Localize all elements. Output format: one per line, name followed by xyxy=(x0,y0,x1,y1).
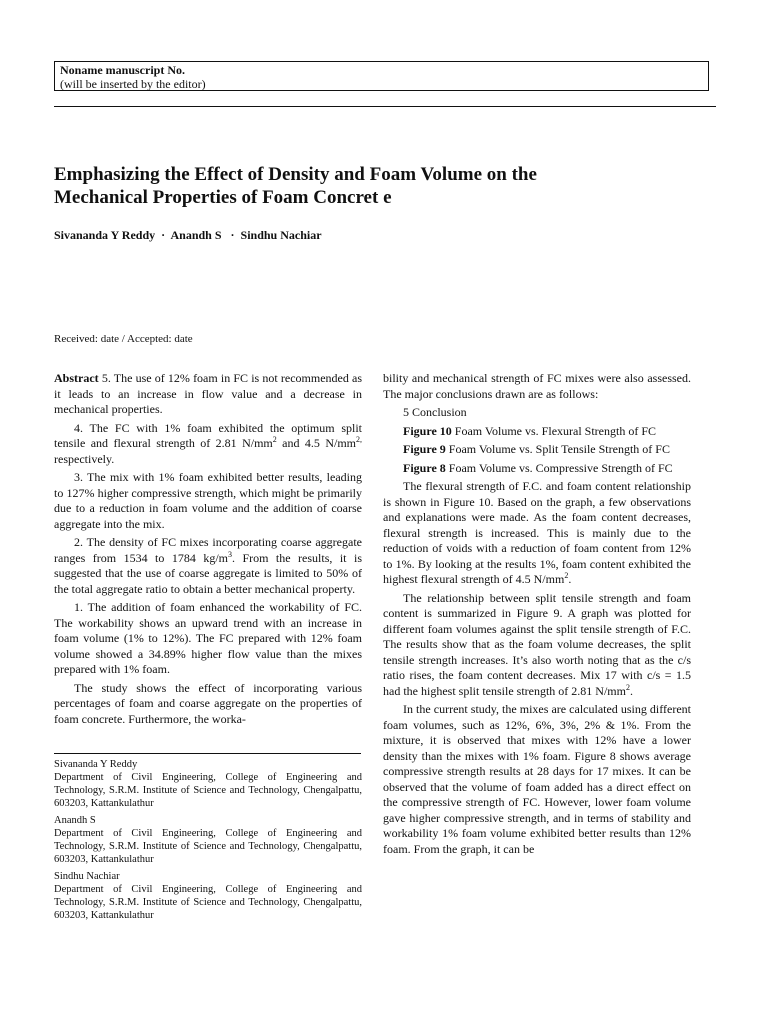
text-run: . xyxy=(629,683,633,698)
manuscript-note: (will be inserted by the editor) xyxy=(60,77,206,91)
body-paragraph: In the current study, the mixes are calculated using different foam volumes, such as 12%, 6%, 3%, 2% & 1%. From the mixture, it is observed that mixes with 12% have a lower density than the mixes with 1% foam. Figure 8 shows average compressive strength results at 28 days for 17 mixes. It can be observed that the volume of foam added has a direct effect on the compressive strength of FC. However, lower foam volume gave higher compressive strength, and in terms of stability and workability 1% foam volume exhibited better results than 12% foam. From the graph, it can be xyxy=(383,702,691,856)
affiliation-name: Sivananda Y Reddy xyxy=(54,759,138,770)
body-paragraph: 1. The addition of foam enhanced the workability of FC. The workability shows an upward trend with an increase in foam volume (1% to 12%). The FC prepared with 12% foam volume showed a 34.89% higher flow value than the mixes prepared with 1% foam. xyxy=(54,600,362,676)
manuscript-box xyxy=(54,61,709,91)
paper-title-line-1: Emphasizing the Effect of Density and Foam Volume on the xyxy=(54,164,537,185)
body-paragraph: bility and mechanical strength of FC mixes were also assessed. The major conclusions drawn are as follows: xyxy=(383,371,691,401)
superscript: 2 xyxy=(564,571,569,580)
paper-title-line-2: Mechanical Properties of Foam Concret e xyxy=(54,187,392,208)
superscript: 2 xyxy=(625,682,630,692)
figure-text: Foam Volume vs. Compressive Strength of FC xyxy=(445,460,673,475)
author-list: Sivananda Y Reddy · Anandh S · Sindhu Nachiar xyxy=(54,228,322,242)
text-run: The relationship between split tensile strength and foam content is summarized in Figure 9. A graph was plotted for different foam volumes against the split tensile strength of F.C. The results show that as the foam volume decreases, the split tensile strength increases. It’s also worth noting that as the c/s ratio rises, the foam content decreases. Mix 17 with c/s = 1.5 had the highest split tensile strength of 2.81 N/mm xyxy=(383,590,691,698)
abstract-text: 5. The use of 12% foam in FC is not recommended as it leads to an increase in flow value and a decrease in mechanical properties. xyxy=(54,371,363,416)
received-date: Received: date / Accepted: date xyxy=(54,333,193,345)
affiliation-text: Department of Civil Engineering, College of Engineering and Technology, S.R.M. Institute of Science and Technology, Chengalpattu, 603203, Kattankulathur xyxy=(54,884,362,921)
figure-caption xyxy=(383,461,691,477)
superscript: 2, xyxy=(356,435,362,444)
left-column xyxy=(54,371,362,730)
manuscript-title: Noname manuscript No. xyxy=(60,63,185,77)
figure-label: Figure 9 xyxy=(403,442,446,456)
affiliation-2 xyxy=(54,814,362,866)
body-paragraph: The study shows the effect of incorporating various percentages of foam and coarse aggregate on the properties of foam concrete. Furthermore, the worka- xyxy=(54,680,362,726)
section-heading: 5 Conclusion xyxy=(403,405,467,419)
text-run: 2. The density of FC mixes incorporating coarse aggregate ranges from 1534 to 1784 kg/m xyxy=(54,535,362,565)
abstract-label: Abstract xyxy=(54,371,99,385)
figure-text: Foam Volume vs. Split Tensile Strength of FC xyxy=(445,442,670,456)
figure-caption xyxy=(383,442,691,458)
body-paragraph xyxy=(54,421,362,468)
text-run: The flexural strength of F.C. and foam content relationship is shown in Figure 10. Based on the graph, a few observations and explanations were made. As the foam content decreases, flexural strength is increased. This is mainly due to the reduction of voids with a reduction of foam content from 12% to 1%. By looking at the results 1%, foam content exhibited the highest flexural strength of 4.5 N/mm xyxy=(383,479,691,586)
affiliation-3 xyxy=(54,870,362,922)
abstract-paragraph xyxy=(54,371,362,418)
text-run: and 4.5 N/mm xyxy=(276,436,356,450)
header-rule xyxy=(54,106,716,107)
body-paragraph xyxy=(383,479,691,588)
text-run: . xyxy=(568,572,572,586)
text-run: 4. The FC with 1% foam exhibited the optimum split tensile and flexural strength of 2.81 N/mm xyxy=(54,420,362,450)
right-column xyxy=(383,371,691,860)
affiliation-name: Anandh S xyxy=(54,815,96,826)
text-run: respectively. xyxy=(54,451,115,466)
paper-title xyxy=(54,163,716,209)
figure-caption xyxy=(383,424,691,440)
footnote-rule xyxy=(54,753,361,754)
body-paragraph xyxy=(54,535,362,597)
body-paragraph: 3. The mix with 1% foam exhibited better results, leading to 127% higher compressive strength, which might be primarily due to a reduction in foam volume and the addition of coarse aggregate into the mix. xyxy=(54,470,362,531)
affiliations xyxy=(54,758,362,926)
affiliation-text: Department of Civil Engineering, College of Engineering and Technology, S.R.M. Institute of Science and Technology, Chengalpattu, 603203, Kattankulathur xyxy=(54,828,362,865)
superscript: 3 xyxy=(227,549,232,559)
affiliation-text: Department of Civil Engineering, College of Engineering and Technology, S.R.M. Institute of Science and Technology, Chengalpattu, 603203, Kattankulathur xyxy=(54,772,362,809)
body-paragraph xyxy=(383,591,691,700)
superscript: 2 xyxy=(272,435,277,444)
affiliation-name: Sindhu Nachiar xyxy=(54,871,120,882)
affiliation-1 xyxy=(54,758,362,810)
figure-text: Foam Volume vs. Flexural Strength of FC xyxy=(451,423,657,438)
text-run: . From the results, it is suggested that the use of coarse aggregate is limited to 50% of the total aggregate ratio to obtain a better mechanical property. xyxy=(54,550,362,596)
figure-label: Figure 8 xyxy=(403,460,446,475)
figure-label: Figure 10 xyxy=(403,423,452,438)
